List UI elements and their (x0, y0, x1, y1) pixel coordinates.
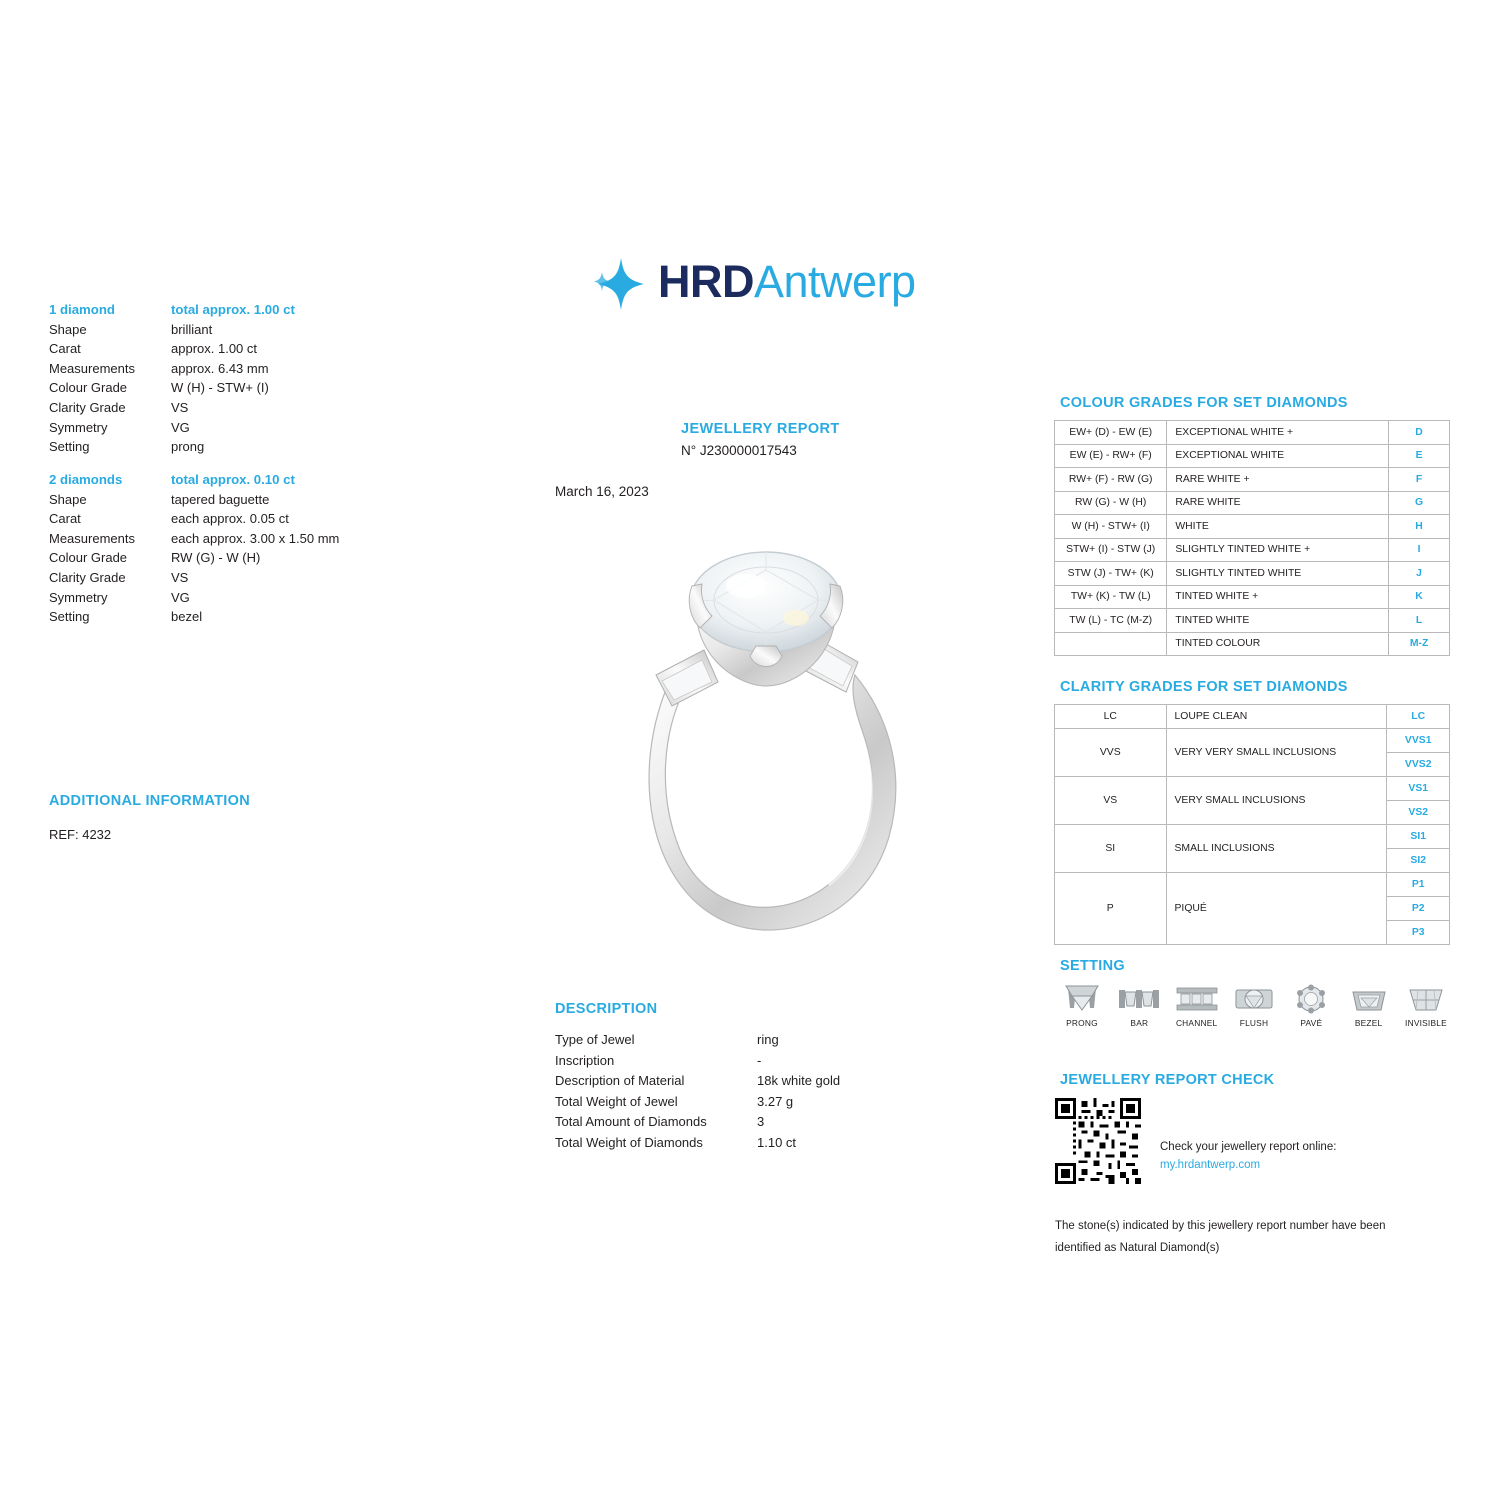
table-row (1055, 562, 1450, 586)
diamond-2-spec-block (49, 470, 469, 627)
colour-code: E (1389, 444, 1450, 468)
row-label: Clarity Grade (49, 399, 126, 415)
table-row (1055, 468, 1450, 492)
diamond-1-spec-block (49, 300, 469, 457)
clarity-grades-table (1054, 704, 1450, 945)
clarity-group: SI (1055, 825, 1167, 873)
row-label: Colour Grade (49, 380, 128, 396)
row-label: Shape (49, 321, 87, 337)
row-value: each approx. 3.00 x 1.50 mm (171, 530, 340, 546)
clarity-code: LC (1387, 705, 1450, 729)
diamond-2-header-label: 2 diamonds (49, 472, 123, 487)
row-value: prong (171, 439, 205, 455)
row-label: Clarity Grade (49, 569, 126, 585)
clarity-group: VVS (1055, 729, 1167, 777)
row-value: approx. 6.43 mm (171, 360, 269, 376)
colour-code: D (1389, 421, 1450, 445)
description-table (555, 1030, 840, 1153)
row-value: VG (171, 589, 190, 605)
table-row (1055, 491, 1450, 515)
colour-desc: WHITE (1167, 515, 1389, 539)
table-row (1055, 777, 1450, 801)
clarity-desc: VERY VERY SMALL INCLUSIONS (1166, 729, 1387, 777)
clarity-desc: SMALL INCLUSIONS (1166, 825, 1387, 873)
clarity-code: P1 (1387, 873, 1450, 897)
colour-desc: EXCEPTIONAL WHITE + (1167, 421, 1389, 445)
diamond-1-row-colour-grade (49, 378, 469, 398)
colour-desc: SLIGHTLY TINTED WHITE + (1167, 538, 1389, 562)
row-label: Measurements (49, 360, 135, 376)
setting-label: FLUSH (1239, 1018, 1269, 1028)
logo-wordmark (658, 252, 916, 312)
table-row (1055, 515, 1450, 539)
description-row-total-weight-jewel (555, 1092, 840, 1113)
prong-setting-icon (1054, 980, 1110, 1014)
diamond-2-row-setting (49, 607, 469, 627)
colour-code: L (1389, 609, 1450, 633)
setting-label: BAR (1130, 1018, 1149, 1028)
row-value: VS (171, 569, 189, 585)
row-label: Setting (49, 609, 90, 625)
disclaimer (1055, 1215, 1455, 1259)
table-row (1055, 873, 1450, 897)
diamond-2-row-colour-grade (49, 548, 469, 568)
diamond-1-header-value: total approx. 1.00 ct (171, 302, 295, 317)
table-row (1055, 632, 1450, 656)
clarity-code: VS1 (1387, 777, 1450, 801)
pave-setting-icon (1283, 980, 1339, 1014)
flush-setting-icon (1226, 980, 1282, 1014)
row-label: Total Amount of Diamonds (555, 1114, 707, 1129)
report-check-url[interactable]: my.hrdantwerp.com (1160, 1159, 1261, 1171)
row-value: VG (171, 419, 190, 435)
diamond-2-header-value: total approx. 0.10 ct (171, 472, 295, 487)
colour-grades-title: COLOUR GRADES FOR SET DIAMONDS (1060, 395, 1348, 411)
clarity-code: P3 (1387, 921, 1450, 945)
table-row (1055, 729, 1450, 753)
row-value: bezel (171, 609, 203, 625)
row-label: Total Weight of Diamonds (555, 1134, 703, 1150)
diamond-1-row-shape (49, 320, 469, 340)
colour-code: G (1389, 491, 1450, 515)
clarity-code: P2 (1387, 897, 1450, 921)
colour-desc: RARE WHITE + (1167, 468, 1389, 492)
clarity-desc: VERY SMALL INCLUSIONS (1166, 777, 1387, 825)
report-number: N° J230000017543 (681, 443, 797, 458)
clarity-group: P (1055, 873, 1167, 945)
colour-range: STW (J) - TW+ (K) (1055, 562, 1167, 586)
clarity-code: VVS1 (1387, 729, 1450, 753)
setting-label: BEZEL (1354, 1018, 1383, 1028)
description-title: DESCRIPTION (555, 1001, 658, 1017)
table-row (1055, 421, 1450, 445)
row-value: ring (757, 1032, 779, 1047)
setting-label: INVISIBLE (1405, 1018, 1447, 1028)
row-value: 3.27 g (757, 1093, 794, 1109)
row-value: RW (G) - W (H) (171, 550, 261, 566)
row-value: 1.10 ct (757, 1134, 797, 1150)
table-row (1055, 705, 1450, 729)
colour-code: K (1389, 585, 1450, 609)
colour-desc: TINTED WHITE + (1167, 585, 1389, 609)
colour-code: H (1389, 515, 1450, 539)
diamond-ring-photo (600, 540, 920, 940)
description-row-total-amount-diamonds (555, 1112, 840, 1133)
row-label: Setting (49, 439, 90, 455)
colour-desc: SLIGHTLY TINTED WHITE (1167, 562, 1389, 586)
diamond-2-row-measurements (49, 529, 469, 549)
setting-option-flush (1226, 980, 1282, 1028)
diamond-2-row-shape (49, 490, 469, 510)
diamond-1-row-clarity-grade (49, 398, 469, 418)
colour-code: J (1389, 562, 1450, 586)
setting-option-pave (1283, 980, 1339, 1028)
row-value: VS (171, 399, 189, 415)
clarity-group: VS (1055, 777, 1167, 825)
description-row-inscription (555, 1051, 840, 1072)
colour-range: TW (L) - TC (M-Z) (1055, 609, 1167, 633)
disclaimer-line2: identified as Natural Diamond(s) (1055, 1242, 1220, 1254)
row-value: 3 (757, 1114, 765, 1129)
report-date: March 16, 2023 (555, 484, 649, 499)
diamond-2-row-symmetry (49, 588, 469, 608)
description-row-type-of-jewel (555, 1030, 840, 1051)
clarity-desc: LOUPE CLEAN (1166, 705, 1387, 729)
setting-option-bezel (1341, 980, 1397, 1028)
setting-option-channel (1169, 980, 1225, 1028)
colour-range: EW (E) - RW+ (F) (1055, 444, 1167, 468)
row-label: Total Weight of Jewel (555, 1093, 678, 1109)
setting-option-bar (1111, 980, 1167, 1028)
sparkle-star-icon (590, 258, 652, 310)
clarity-group: LC (1055, 705, 1167, 729)
row-label: Inscription (555, 1052, 615, 1068)
colour-code: I (1389, 538, 1450, 562)
clarity-code: VVS2 (1387, 753, 1450, 777)
row-value: 18k white gold (757, 1073, 841, 1088)
clarity-grades-title: CLARITY GRADES FOR SET DIAMONDS (1060, 679, 1348, 695)
diamond-1-row-setting (49, 437, 469, 457)
report-title: JEWELLERY REPORT (681, 421, 840, 437)
colour-range: RW (G) - W (H) (1055, 491, 1167, 515)
row-value: tapered baguette (171, 491, 270, 507)
diamond-1-header-label: 1 diamond (49, 302, 115, 317)
setting-title: SETTING (1060, 958, 1125, 974)
setting-option-prong (1054, 980, 1110, 1028)
diamond-2-header (49, 470, 469, 490)
row-label: Colour Grade (49, 550, 128, 566)
colour-desc: TINTED COLOUR (1167, 632, 1389, 656)
diamond-1-row-measurements (49, 359, 469, 379)
channel-setting-icon (1169, 980, 1225, 1014)
row-value: approx. 1.00 ct (171, 341, 257, 357)
table-row (1055, 609, 1450, 633)
row-label: Symmetry (49, 589, 108, 605)
setting-icon-row (1054, 980, 1454, 1028)
description-row-material (555, 1071, 840, 1092)
colour-range: STW+ (I) - STW (J) (1055, 538, 1167, 562)
colour-desc: TINTED WHITE (1167, 609, 1389, 633)
diamond-2-row-carat (49, 509, 469, 529)
qr-code-icon[interactable] (1055, 1098, 1141, 1184)
clarity-desc: PIQUÉ (1166, 873, 1387, 945)
colour-range (1055, 632, 1167, 656)
row-label: Shape (49, 491, 87, 507)
bezel-setting-icon (1341, 980, 1397, 1014)
colour-code: M-Z (1389, 632, 1450, 656)
row-label: Carat (49, 511, 81, 527)
row-label: Measurements (49, 530, 135, 546)
row-label: Description of Material (555, 1073, 685, 1088)
row-value: brilliant (171, 321, 213, 337)
table-row (1055, 825, 1450, 849)
logo-hrd-text: HRD (658, 256, 754, 307)
colour-range: W (H) - STW+ (I) (1055, 515, 1167, 539)
row-label: Symmetry (49, 419, 108, 435)
disclaimer-line1: The stone(s) indicated by this jewellery report number have been (1055, 1220, 1386, 1232)
diamond-1-header (49, 300, 469, 320)
table-row (1055, 538, 1450, 562)
report-check-title: JEWELLERY REPORT CHECK (1060, 1072, 1275, 1088)
colour-desc: EXCEPTIONAL WHITE (1167, 444, 1389, 468)
clarity-code: VS2 (1387, 801, 1450, 825)
diamond-2-row-clarity-grade (49, 568, 469, 588)
diamond-1-row-symmetry (49, 418, 469, 438)
additional-information-ref: REF: 4232 (49, 827, 112, 842)
bar-setting-icon (1111, 980, 1167, 1014)
row-value: each approx. 0.05 ct (171, 511, 289, 527)
colour-desc: RARE WHITE (1167, 491, 1389, 515)
logo-antwerp-text: Antwerp (754, 256, 916, 307)
diamond-1-row-carat (49, 339, 469, 359)
row-label: Carat (49, 341, 81, 357)
colour-range: RW+ (F) - RW (G) (1055, 468, 1167, 492)
row-value: - (757, 1052, 762, 1068)
setting-label: CHANNEL (1175, 1018, 1218, 1028)
clarity-code: SI1 (1387, 825, 1450, 849)
row-label: Type of Jewel (555, 1032, 635, 1047)
table-row (1055, 444, 1450, 468)
clarity-code: SI2 (1387, 849, 1450, 873)
description-row-total-weight-diamonds (555, 1133, 840, 1154)
table-row (1055, 585, 1450, 609)
additional-information-title: ADDITIONAL INFORMATION (49, 793, 250, 809)
row-value: W (H) - STW+ (I) (171, 380, 269, 396)
setting-option-invisible (1398, 980, 1454, 1028)
setting-label: PAVÉ (1300, 1018, 1323, 1028)
hrd-antwerp-logo (590, 252, 970, 316)
colour-range: TW+ (K) - TW (L) (1055, 585, 1167, 609)
invisible-setting-icon (1398, 980, 1454, 1014)
colour-code: F (1389, 468, 1450, 492)
report-check-line1: Check your jewellery report online: (1160, 1141, 1337, 1153)
setting-label: PRONG (1066, 1018, 1098, 1028)
colour-range: EW+ (D) - EW (E) (1055, 421, 1167, 445)
colour-grades-table (1054, 420, 1450, 656)
